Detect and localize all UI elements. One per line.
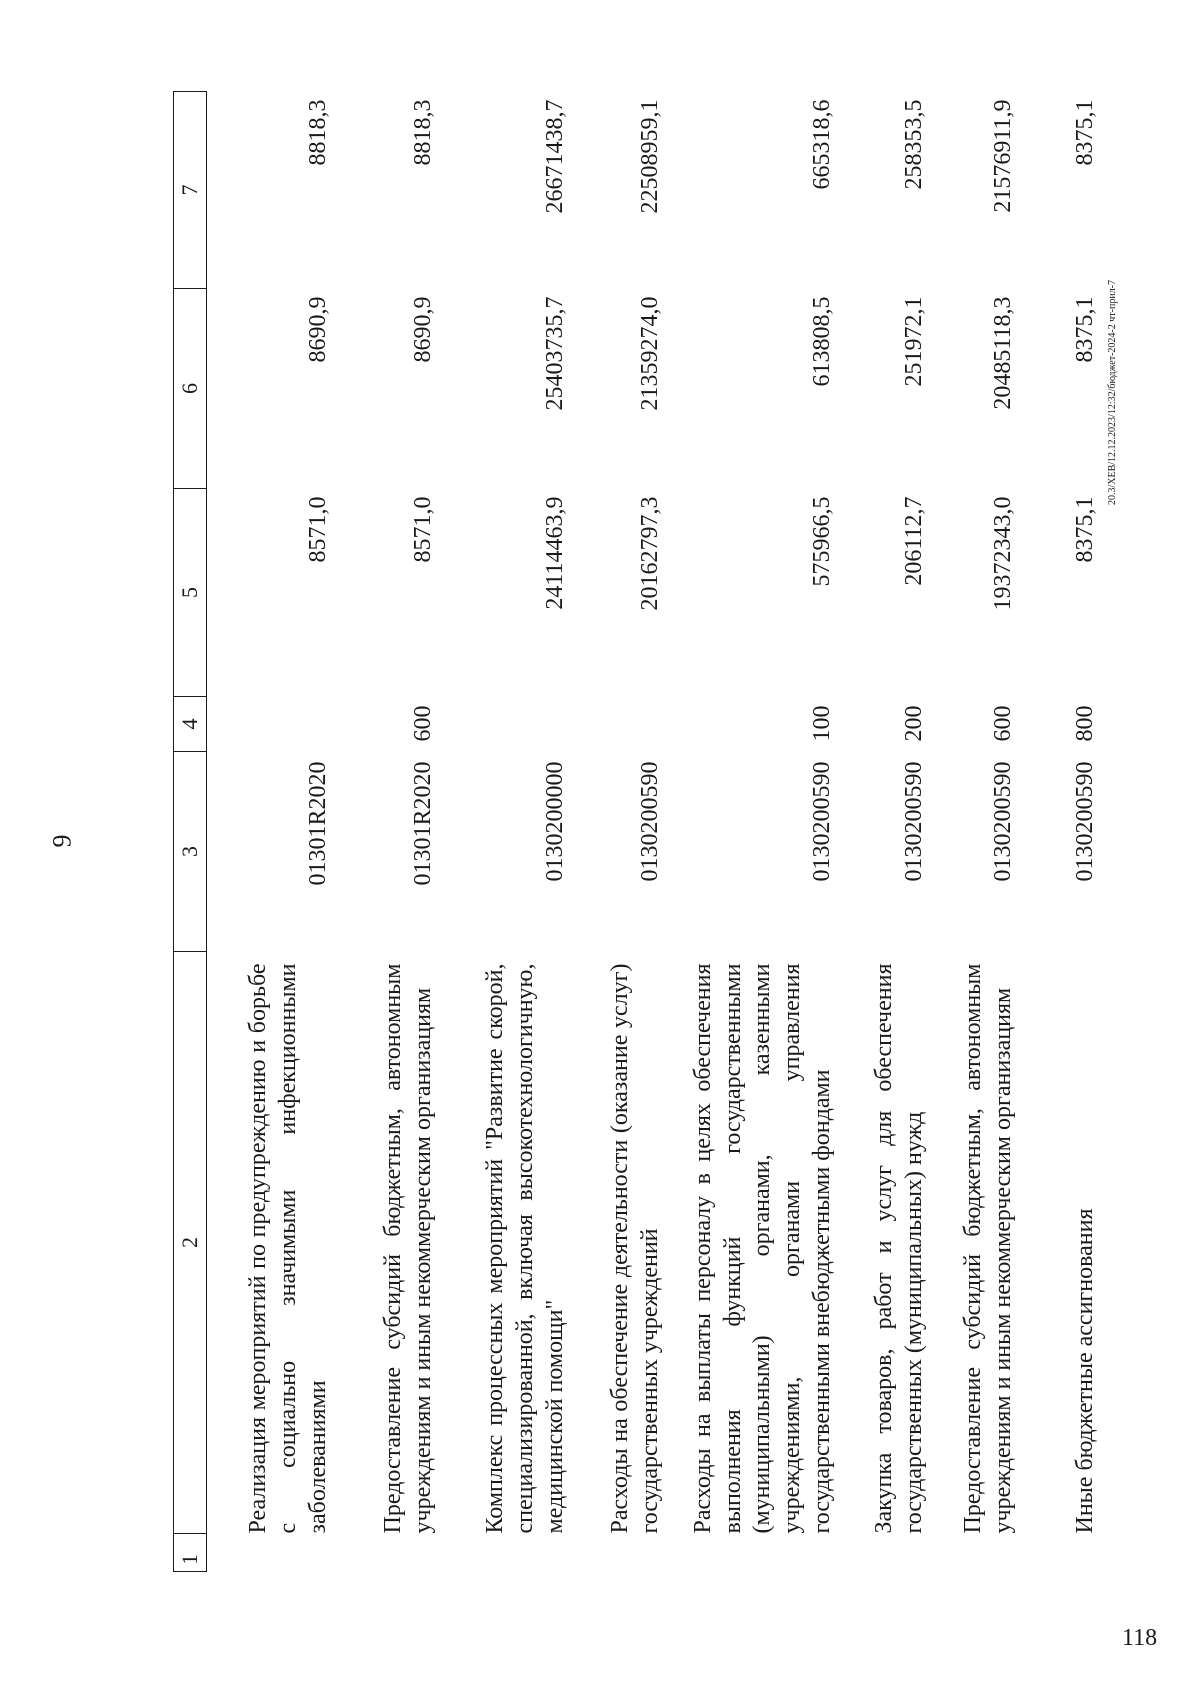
row-value-col6: 20485118,3 bbox=[989, 296, 1016, 410]
header-col-3: 3 bbox=[174, 752, 207, 952]
row-value-col7: 8818,3 bbox=[409, 99, 436, 166]
header-col-5: 5 bbox=[174, 489, 207, 697]
rotated-page-content bbox=[173, 92, 1153, 1572]
table-header-row bbox=[174, 92, 207, 1572]
table-row bbox=[842, 92, 934, 1572]
row-value-col7: 8375,1 bbox=[1071, 99, 1098, 166]
table-row bbox=[670, 92, 842, 1572]
row-value-col6: 21359274,0 bbox=[636, 296, 663, 411]
sheet-number: 118 bbox=[1122, 1625, 1158, 1651]
table-row bbox=[338, 92, 443, 1572]
row-value-col7: 26671438,7 bbox=[541, 99, 568, 214]
row-value-col6: 8690,9 bbox=[409, 296, 436, 363]
row-value-col5: 206112,7 bbox=[900, 496, 927, 586]
row-kind: 600 bbox=[989, 705, 1016, 742]
table-row bbox=[207, 92, 338, 1572]
table-row bbox=[443, 92, 575, 1572]
row-name: Предоставление субсидий бюджетным, автономным учреждениям и иным некоммерческим организациям bbox=[960, 963, 1016, 1534]
row-value-col6: 8690,9 bbox=[304, 296, 331, 363]
row-code: 01301R2020 bbox=[304, 761, 331, 886]
row-value-col5: 20162797,3 bbox=[636, 496, 663, 611]
row-value-col5: 19372343,0 bbox=[989, 496, 1016, 611]
table-row bbox=[575, 92, 670, 1572]
row-code: 01301R2020 bbox=[409, 761, 436, 886]
header-col-4: 4 bbox=[174, 697, 207, 752]
row-name: Реализация мероприятий по предупреждению и борьбе с социально значимыми инфекционными заболеваниями bbox=[245, 963, 331, 1534]
header-col-1: 1 bbox=[174, 1534, 207, 1572]
row-code: 0130200590 bbox=[636, 761, 663, 882]
row-value-col7: 665318,6 bbox=[808, 99, 835, 190]
row-value-col5: 575966,5 bbox=[808, 496, 835, 587]
row-code: 0130200590 bbox=[900, 761, 927, 882]
row-code: 0130200000 bbox=[541, 761, 568, 882]
row-name: Комплекс процессных мероприятий "Развитие скорой, специализированной, включая высокотехнологичную, медицинской помощи" bbox=[482, 963, 568, 1534]
row-kind: 200 bbox=[900, 705, 927, 742]
row-value-col6: 8375,1 bbox=[1071, 296, 1098, 363]
row-code: 0130200590 bbox=[808, 761, 835, 882]
row-value-col5: 8375,1 bbox=[1071, 496, 1098, 563]
row-kind: 600 bbox=[409, 705, 436, 742]
row-value-col5: 8571,0 bbox=[304, 496, 331, 563]
row-kind: 800 bbox=[1071, 705, 1098, 742]
row-value-col7: 21576911,9 bbox=[989, 99, 1016, 213]
document-footer-code: 20.3/ХЕВ/12.12.2023/12:32/бюджет-2024-2 чт-прил-7 bbox=[1107, 279, 1119, 506]
table-row bbox=[1023, 92, 1105, 1572]
table-row bbox=[934, 92, 1023, 1572]
row-value-col6: 613808,5 bbox=[808, 296, 835, 387]
header-col-6: 6 bbox=[174, 289, 207, 489]
row-name: Расходы на выплаты персоналу в целях обеспечения выполнения функций государственными (муниципальными) органами, казенными учреждениями, органами управления государственными внебюджетными фондами bbox=[689, 963, 835, 1534]
row-value-col6: 25403735,7 bbox=[541, 296, 568, 411]
row-kind bbox=[575, 697, 670, 752]
row-name: Расходы на обеспечение деятельности (оказание услуг) государственных учреждений bbox=[607, 963, 663, 1534]
row-value-col5: 24114463,9 bbox=[541, 496, 568, 610]
row-kind: 100 bbox=[808, 705, 835, 742]
row-name: Иные бюджетные ассигнования bbox=[1071, 1208, 1098, 1534]
budget-table bbox=[173, 91, 1105, 1572]
row-name: Закупка товаров, работ и услуг для обеспечения государственных (муниципальных) нужд bbox=[871, 963, 927, 1534]
row-value-col7: 258353,5 bbox=[900, 99, 927, 190]
row-code: 0130200590 bbox=[989, 761, 1016, 882]
row-value-col7: 8818,3 bbox=[304, 99, 331, 166]
row-name: Предоставление субсидий бюджетным, автономным учреждениям и иным некоммерческим организациям bbox=[380, 963, 436, 1534]
row-value-col5: 8571,0 bbox=[409, 496, 436, 563]
page-number: 9 bbox=[47, 834, 77, 848]
header-col-7: 7 bbox=[174, 92, 207, 289]
row-code: 0130200590 bbox=[1071, 761, 1098, 882]
header-col-2: 2 bbox=[174, 952, 207, 1534]
row-kind bbox=[443, 697, 575, 752]
row-value-col6: 251972,1 bbox=[900, 296, 927, 387]
row-kind bbox=[207, 697, 338, 752]
row-value-col7: 22508959,1 bbox=[636, 99, 663, 214]
